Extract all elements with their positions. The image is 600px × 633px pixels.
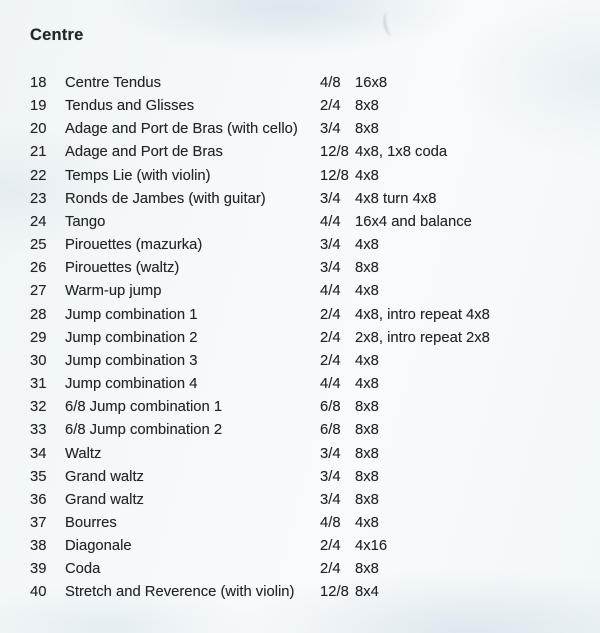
track-row (30, 350, 590, 373)
track-row (30, 535, 590, 558)
time-signature: 4/4 (320, 213, 341, 230)
track-title: Temps Lie (with violin) (65, 167, 211, 184)
time-signature: 2/4 (320, 306, 341, 323)
counts: 4x8 (355, 352, 379, 369)
track-row (30, 419, 590, 442)
track-number: 23 (30, 190, 47, 207)
time-signature: 2/4 (320, 98, 341, 115)
counts: 4x8 (355, 376, 379, 393)
track-row (30, 257, 590, 280)
time-signature: 3/4 (320, 491, 341, 508)
track-row (30, 280, 590, 303)
time-signature: 3/4 (320, 468, 341, 485)
track-row (30, 118, 590, 141)
time-signature: 3/4 (320, 260, 341, 277)
track-number: 24 (30, 213, 47, 230)
time-signature: 12/8 (320, 144, 349, 161)
track-number: 38 (30, 538, 47, 555)
track-title: 6/8 Jump combination 2 (65, 422, 223, 439)
track-title: Adage and Port de Bras (with cello) (65, 121, 298, 138)
counts: 8x8 (355, 491, 379, 508)
track-row (30, 396, 590, 419)
track-row (30, 72, 590, 95)
counts: 8x8 (355, 445, 379, 462)
counts: 8x8 (355, 422, 379, 439)
track-row (30, 327, 590, 350)
track-row (30, 234, 590, 257)
track-number: 31 (30, 376, 47, 393)
scan-smudge-artifact (381, 11, 398, 37)
counts: 4x8 (355, 237, 379, 254)
track-number: 39 (30, 561, 47, 578)
track-title: Pirouettes (waltz) (65, 260, 180, 277)
track-title: Stretch and Reverence (with violin) (65, 584, 295, 601)
time-signature: 2/4 (320, 329, 341, 346)
time-signature: 3/4 (320, 237, 341, 254)
track-row (30, 373, 590, 396)
counts: 4x8 (355, 167, 379, 184)
track-row (30, 211, 590, 234)
counts: 8x8 (355, 260, 379, 277)
track-row (30, 581, 590, 604)
track-number: 35 (30, 468, 47, 485)
counts: 4x8 (355, 283, 379, 300)
track-number: 28 (30, 306, 47, 323)
track-title: Centre Tendus (65, 75, 161, 91)
track-title: Adage and Port de Bras (65, 144, 223, 161)
track-number: 22 (30, 167, 47, 184)
counts: 4x8 turn 4x8 (355, 190, 437, 207)
counts: 4x8, intro repeat 4x8 (355, 306, 490, 323)
track-row (30, 304, 590, 327)
time-signature: 6/8 (320, 399, 341, 416)
section-heading: Centre (30, 26, 84, 44)
track-row (30, 489, 590, 512)
track-number: 34 (30, 445, 47, 462)
track-number: 20 (30, 121, 47, 138)
counts: 16x8 (355, 75, 388, 91)
track-number: 30 (30, 352, 47, 369)
track-title: Jump combination 1 (65, 306, 198, 323)
track-title: Tendus and Glisses (65, 98, 195, 115)
track-title: Grand waltz (65, 491, 144, 508)
track-number: 32 (30, 399, 47, 416)
time-signature: 3/4 (320, 121, 341, 138)
track-row (30, 141, 590, 164)
track-title: Waltz (65, 445, 102, 462)
time-signature: 6/8 (320, 422, 341, 439)
time-signature: 3/4 (320, 445, 341, 462)
track-title: Jump combination 4 (65, 376, 198, 393)
track-row (30, 466, 590, 489)
time-signature: 12/8 (320, 167, 349, 184)
track-number: 33 (30, 422, 47, 439)
time-signature: 12/8 (320, 584, 349, 601)
counts: 4x8 (355, 514, 379, 531)
time-signature: 2/4 (320, 561, 341, 578)
track-number: 36 (30, 491, 47, 508)
counts: 4x8, 1x8 coda (355, 144, 448, 161)
counts: 8x8 (355, 468, 379, 485)
track-row (30, 558, 590, 581)
counts: 4x16 (355, 538, 388, 555)
track-list (30, 72, 590, 605)
track-number: 25 (30, 237, 47, 254)
track-title: Warm-up jump (65, 283, 162, 300)
track-number: 21 (30, 144, 47, 161)
track-title: Ronds de Jambes (with guitar) (65, 190, 266, 207)
time-signature: 2/4 (320, 538, 341, 555)
time-signature: 4/4 (320, 283, 341, 300)
time-signature: 3/4 (320, 190, 341, 207)
counts: 8x8 (355, 121, 379, 138)
track-row (30, 95, 590, 118)
track-row (30, 188, 590, 211)
track-number: 18 (30, 75, 47, 91)
counts: 8x8 (355, 98, 379, 115)
track-number: 29 (30, 329, 47, 346)
track-number: 19 (30, 98, 47, 115)
track-number: 26 (30, 260, 47, 277)
time-signature: 4/8 (320, 514, 341, 531)
track-row (30, 443, 590, 466)
track-title: Coda (65, 561, 101, 578)
track-row (30, 512, 590, 535)
counts: 8x8 (355, 399, 379, 416)
track-title: Pirouettes (mazurka) (65, 237, 203, 254)
counts: 8x4 (355, 584, 379, 601)
track-number: 27 (30, 283, 47, 300)
track-title: Grand waltz (65, 468, 144, 485)
time-signature: 4/8 (320, 75, 341, 91)
track-title: Jump combination 2 (65, 329, 198, 346)
track-title: Diagonale (65, 538, 132, 555)
track-title: 6/8 Jump combination 1 (65, 399, 223, 416)
track-title: Bourres (65, 514, 117, 531)
track-row (30, 165, 590, 188)
track-number: 40 (30, 584, 47, 601)
track-number: 37 (30, 514, 47, 531)
counts: 16x4 and balance (355, 213, 472, 230)
time-signature: 2/4 (320, 352, 341, 369)
track-title: Tango (65, 213, 106, 230)
time-signature: 4/4 (320, 376, 341, 393)
counts: 8x8 (355, 561, 379, 578)
track-title: Jump combination 3 (65, 352, 198, 369)
counts: 2x8, intro repeat 2x8 (355, 329, 490, 346)
